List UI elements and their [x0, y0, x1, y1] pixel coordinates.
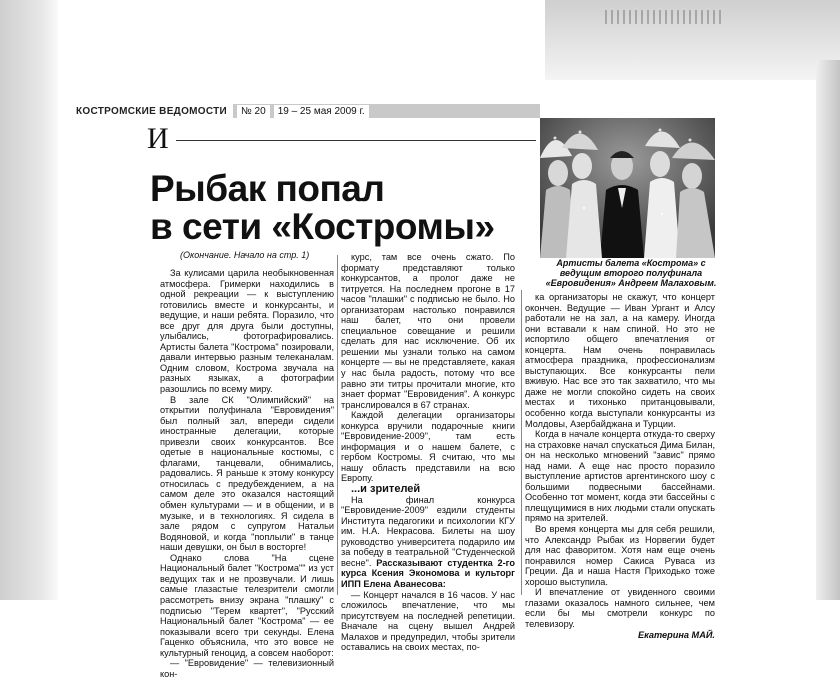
article-column-3 — [525, 292, 715, 640]
bleed-through-text — [30, 140, 40, 460]
rubric-rule — [176, 140, 536, 141]
article-column-1 — [160, 268, 334, 679]
paragraph: Однако слова "На сцене Национальный балет "Кострома"" из уст ведущих так и не прозвучали. И лишь самые глазастые телезрители смогли рассмотреть внизу экрана "плашку" с подписью "Терем квартет", "Русский Национальный балет "Кострома" — ее показывали всего три секунды. Елена Гаценко объяснила, что это вовсе не культурный геноцид, а совсем наоборот: — [160, 552, 334, 658]
bleed-through-text — [14, 140, 24, 460]
headline — [150, 170, 495, 246]
paragraph: — "Евровидение" — телевизионный кон- — [160, 658, 334, 679]
paragraph: В зале СК "Олимпийский" на открытии полуфинала "Евровидения" был полный зал, впереди сидели иностранные делегации, которые привезли своих конкурсантов. Все одетые в национальные костюмы, с флагами, танцевали, обнимались, радовались. Я раньше к этому конкурсу относилась с предубеждением, а на самом деле это оказался настоящий обмен культурами — и в общении, и в музыке, и в технологиях. Я сидела в зале рядом с супругом Натальи Водяновой, и когда "поплыли" в танце наши девушки, он был в восторге! — [160, 394, 334, 553]
paragraph: На финал конкурса "Евровидение-2009" ездили студенты Института педагогики и психологии КГУ им. Н.А. Некрасова. Билеты на шоу руководство университета подарило им за победу в театральной "Студенческой весне". Рассказывают студентка 2-го курса Ксения Экономова и культорг ИПП Елена Аванесова: — [341, 494, 515, 589]
ballet-group-photo — [540, 118, 715, 258]
top-scan-shadow — [545, 0, 840, 80]
headline-line-1: Рыбак попал — [150, 168, 385, 209]
column-divider — [521, 290, 522, 595]
masthead — [70, 104, 540, 118]
paragraph: И впечатление от увиденного своими глазами оказалось намного сильнее, чем если бы мы смотрели конкурс по телевизору. — [525, 587, 715, 629]
headline-line-2: в сети «Костромы» — [150, 206, 495, 247]
newspaper-name: КОСТРОМСКИЕ ВЕДОМОСТИ — [70, 104, 233, 118]
continuation-note: (Окончание. Начало на стр. 1) — [180, 250, 310, 260]
paragraph: Каждой делегации организаторы конкурса вручили подарочные книги "Евровидение-2009", там есть информация и о нашем балете, с гербом Костромы. Я считаю, что мы нашу область представили на всю Европу. — [341, 410, 515, 484]
paragraph: — Концерт начался в 16 часов. У нас сложилось впечатление, что мы присутствуем на последней репетиции. Вначале на сцену вышел Андрей Малахов и предупредил, чтобы зрители оставались на своих местах, по- — [341, 589, 515, 653]
article-column-2 — [341, 252, 515, 653]
interviewees: Рассказывают студентка 2-го курса Ксения Экономова и культорг ИПП Елена Аванесова: — [341, 557, 515, 589]
left-scan-margin — [0, 0, 58, 600]
column-divider — [337, 255, 338, 595]
paragraph: Когда в начале концерта откуда-то сверху на страховке начал спускаться Дима Билан, он на несколько мгновений "завис" прямо над нами. А еще нас просто поразило выступление артистов аргентинского шоу с большими подвесными бассейнами. Особенно тот момент, когда эти бассейны с плещущимися в них людьми стали опускать прямо на зрителей. — [525, 429, 715, 524]
author-signature: Екатерина МАЙ. — [637, 629, 715, 640]
photo-caption: Артисты балета «Кострома» с ведущим второго полуфинала «Евровидения» Андреем Малаховым. — [545, 258, 717, 288]
section-heading: ...и зрителей — [351, 483, 421, 496]
paragraph: ка организаторы не скажут, что концерт окончен. Ведущие — Иван Ургант и Алсу работали не на зал, а на камеру. Иногда они вставали к нам спиной. Но это не испортило общего впечатления от концерта. Нам очень понравилась атмосфера праздника, профессионализм выступающих. Все конкурсанты пели вживую. Нас все это так захватило, что мы даже не могли спокойно сидеть на своих местах и тихонько пританцовывали, особенно когда выступали конкурсанты из Молдовы, Азербайджана и Турции. — [525, 292, 715, 429]
issue-number: № 20 — [237, 105, 270, 118]
paragraph: За кулисами царила необыкновенная атмосфера. Гримерки находились в одной рекреации — к выступлению готовились вместе и конкурсанты, и ведущие, и наши ребята. Поразило, что все друг для друга были доступны, улыбались, фотографировались. Артисты балета "Кострома" позировали, давали интервью разным телеканалам. Одним словом, Кострома звучала на разных языках, а фотографии разошлись по всему миру. — [160, 268, 334, 395]
article-photo — [540, 118, 715, 258]
right-scan-margin — [816, 60, 840, 600]
paragraph: курс, там все очень сжато. По формату представляют только конкурсантов, а пролог даже не титруется. На последнем прогоне в 17 часов "плашки" с подписью не было. Но организаторам настолько понравился наш балет, что они провели специальное совещание и решили сделать для нас исключение. Об их решении мы узнали только на самом концерте — вы не представляете, какая у нас была радость, потому что все равно эти титры прочитали многие, кто знает формат "Евровидения". А конкурс транслировался в 67 странах. — [341, 252, 515, 410]
issue-dates: 19 – 25 мая 2009 г. — [274, 105, 369, 118]
paragraph: Во время концерта мы для себя решили, что Александр Рыбак из Норвегии будет для нас фаворитом. Хотя нам еще очень понравился номер Сакиса Руваса из Греции. Да и наша Настя Приходько тоже хорошо выступила. — [525, 524, 715, 587]
rubric-letter: И — [147, 122, 169, 155]
